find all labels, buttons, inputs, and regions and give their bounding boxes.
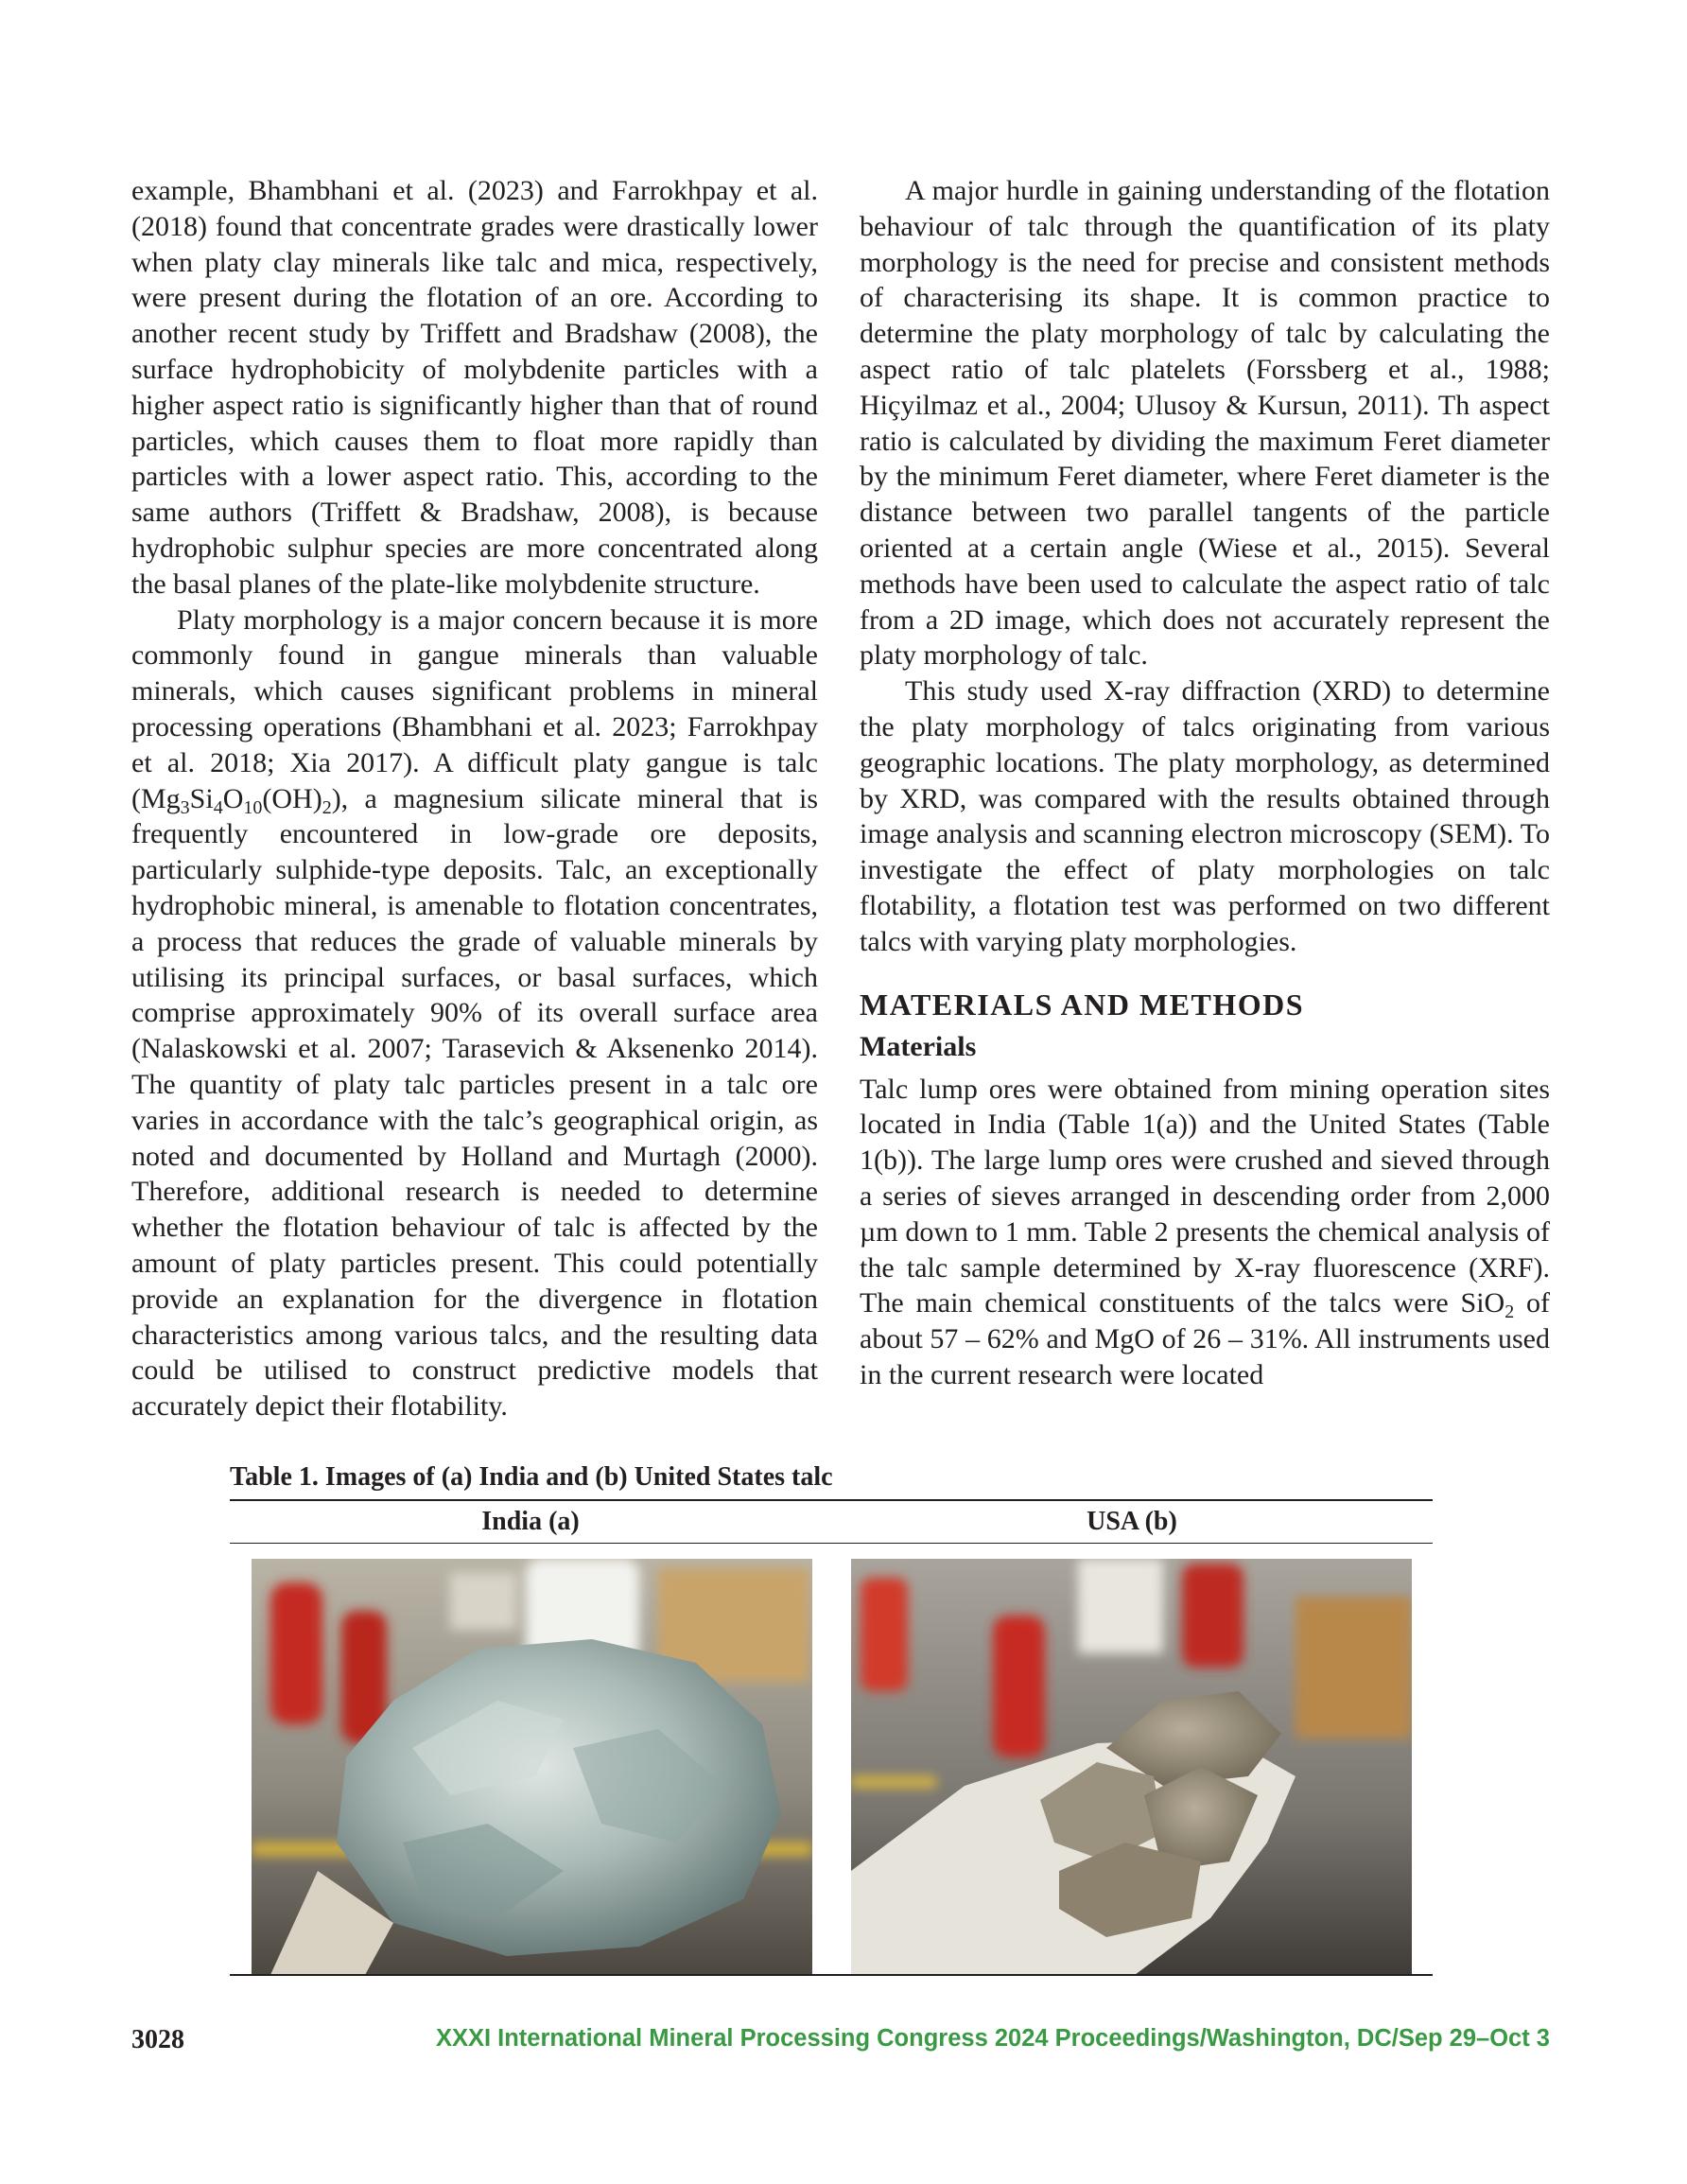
- left-paragraph-1: example, Bhambhani et al. (2023) and Farrokhpay et al. (2018) found that concentrate grades were drastically lower when platy clay minerals like talc and mica, respectively, were present during the flotation of an ore. According to another recent study by Triffett and Bradshaw (2008), the surface hydrophobicity of molybdenite particles with a higher aspect ratio is significantly higher than that of round particles, which causes them to float more rapidly than particles with a lower aspect ratio. This, according to the same authors (Triffett & Bradshaw, 2008), is because hydrophobic sulphur species are more concentrated along the basal planes of the plate-like molybdenite structure.: [131, 175, 818, 600]
- formula-si: Si: [189, 782, 214, 814]
- formula-sub-o: 10: [243, 796, 263, 818]
- usa-talc-image: [851, 1559, 1412, 1975]
- formula-sub-oh: 2: [322, 796, 332, 818]
- page-number: 3028: [131, 2025, 184, 2054]
- india-talc-image: [252, 1559, 812, 1975]
- india-talc-photo: [252, 1559, 812, 1975]
- right-column: [860, 173, 1550, 1393]
- running-footer: XXXI International Mineral Processing Congress 2024 Proceedings/Washington, DC/Sep 29–Oct 3: [435, 2025, 1550, 2052]
- table-caption: Table 1. Images of (a) India and (b) United States talc: [230, 1462, 833, 1492]
- formula-o: O: [222, 782, 244, 814]
- table-1: [230, 1461, 1433, 1988]
- table-bottom-rule: [230, 1974, 1433, 1976]
- table-header-row: [230, 1501, 1433, 1543]
- subsection-heading: Materials: [860, 1030, 977, 1062]
- left-paragraph-2-part-a: Platy morphology is a major concern because it is more commonly found in gangue minerals than valuable minerals, which causes significant problems in mineral processing operations (Bhambhani et al. 2023; Farrokhpay et al. 2018; Xia 2017). A difficult platy gangue is talc (Mg: [131, 603, 818, 814]
- section-heading: MATERIALS AND METHODS: [860, 987, 1305, 1022]
- table-image-row: [230, 1544, 1433, 1988]
- right-paragraph-3-part-b: of about 57 – 62% and MgO of 26 – 31%. All instruments used in the current research were located: [860, 1287, 1550, 1390]
- left-paragraph-2: [131, 603, 818, 1424]
- formula-sub-si: 4: [213, 796, 223, 818]
- table-header-india: India (a): [481, 1507, 580, 1536]
- table-header-usa: USA (b): [1087, 1507, 1177, 1536]
- formula-sub-mg: 3: [180, 796, 190, 818]
- left-column: [131, 173, 818, 1424]
- right-paragraph-3: [860, 1072, 1550, 1393]
- right-paragraph-3-part-a: Talc lump ores were obtained from mining operation sites located in India (Table 1(a)) and the United States (Table 1(b)). The large lump ores were crushed and sieved through a series of sieves arranged in descending order from 2,000 µm down to 1 mm. Table 2 presents the chemical analysis of the talc sample determined by X-ray fluorescence (XRF). The main chemical constituents of the talcs were SiO: [860, 1073, 1550, 1319]
- right-paragraph-1: A major hurdle in gaining understanding of the flotation behaviour of talc through the quantification of its platy morphology is the need for precise and consistent methods of characterising its shape. It is common practice to determine the platy morphology of talc by calculating the aspect ratio of talc platelets (Forssberg et al., 1988; Hiçyilmaz et al., 2004; Ulusoy & Kursun, 2011). Th aspect ratio is calculated by dividing the maximum Feret diameter by the minimum Feret diameter, where Feret diameter is the distance between two parallel tangents of the particle oriented at a certain angle (Wiese et al., 2015). Several methods have been used to calculate the aspect ratio of talc from a 2D image, which does not accurately represent the platy morphology of talc.: [860, 175, 1550, 672]
- formula-oh: (OH): [262, 782, 322, 814]
- usa-talc-photo: [851, 1559, 1412, 1975]
- right-paragraph-2: This study used X-ray diffraction (XRD) to determine the platy morphology of talcs originating from various geographic locations. The platy morphology, as determined by XRD, was compared with the results obtained through image analysis and scanning electron microscopy (SEM). To investigate the effect of platy morphologies on talc flotability, a flotation test was performed on two different talcs with varying platy morphologies.: [860, 675, 1550, 957]
- left-paragraph-2-part-b: ), a magnesium silicate mineral that is frequently encountered in low-grade ore deposits, particularly sulphide-type deposits. Talc, an exceptionally hydrophobic mineral, is amenable to flotation concentrates, a process that reduces the grade of valuable minerals by utilising its principal surfaces, or basal surfaces, which comprise approximately 90% of its overall surface area (Nalaskowski et al. 2007; Tarasevich & Aksenenko 2014). The quantity of platy talc particles present in a talc ore varies in accordance with the talc’s geographical origin, as noted and documented by Holland and Murtagh (2000). Therefore, additional research is needed to determine whether the flotation behaviour of talc is affected by the amount of platy particles present. This could potentially provide an explanation for the divergence in flotation characteristics among various talcs, and the resulting data could be utilised to construct predictive models that accurately depict their flotability.: [131, 782, 818, 1423]
- sio2-subscript: 2: [1504, 1302, 1515, 1323]
